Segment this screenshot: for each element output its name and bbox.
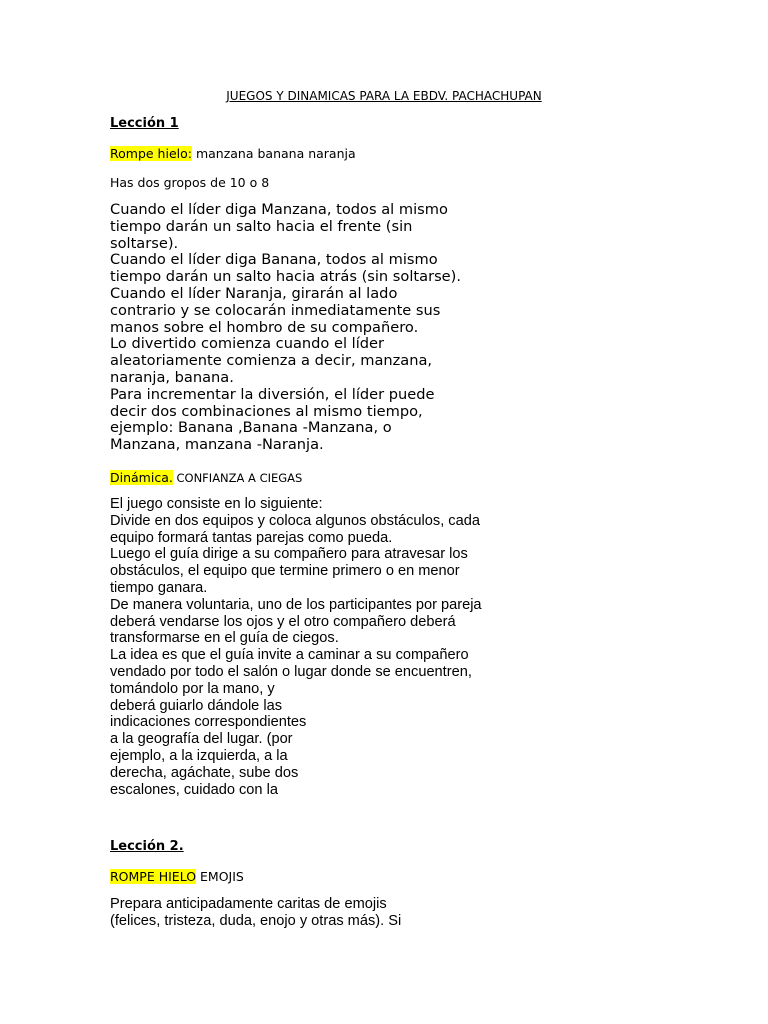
text-line: decir dos combinaciones al mismo tiempo, (110, 402, 423, 420)
dynamic-instructions (110, 496, 482, 798)
text-line: Prepara anticipadamente caritas de emojis (110, 896, 387, 912)
text-line: tiempo ganara. (110, 579, 208, 596)
lesson-2-icebreaker-heading (110, 868, 244, 886)
text-line: transformarse en el guía de ciegos. (110, 630, 339, 647)
lesson-1-heading: Lección 1 (110, 116, 179, 131)
text-line: La idea es que el guía invite a caminar a su compañero (110, 647, 469, 664)
text-line: deberá vendarse los ojos y el otro compañero deberá (110, 613, 456, 630)
text-line: Cuando el líder Naranja, girarán al lado (110, 284, 398, 302)
text-line: ejemplo, a la izquierda, a la (110, 747, 288, 764)
text-line: indicaciones correspondientes (110, 714, 307, 731)
dynamic-label: Dinámica. (110, 470, 173, 485)
icebreaker-name: manzana banana naranja (191, 146, 356, 161)
lesson-2-heading: Lección 2. (110, 839, 184, 854)
icebreaker-label: ROMPE HIELO (110, 869, 197, 884)
text-line: soltarse). (110, 234, 179, 252)
text-line: equipo formará tantas parejas como pueda. (110, 529, 393, 546)
text-line: vendado por todo el salón o lugar donde se encuentren, (110, 663, 472, 680)
text-line: escalones, cuidado con la (110, 781, 278, 798)
text-line: Cuando el líder diga Banana, todos al mismo (110, 251, 438, 269)
lesson-1-dynamic-heading (110, 469, 302, 487)
text-line: contrario y se colocarán inmediatamente sus (110, 301, 441, 319)
document-title: JUEGOS Y DINAMICAS PARA LA EBDV. PACHACHUPAN (226, 89, 542, 103)
text-line: a la geografía del lugar. (por (110, 731, 293, 748)
text-line: derecha, agáchate, sube dos (110, 764, 299, 781)
text-line: tiempo darán un salto hacia el frente (sin (110, 217, 413, 235)
icebreaker-instructions (110, 202, 461, 454)
text-line: Manzana, manzana -Naranja. (110, 436, 324, 454)
icebreaker-label: Rompe hielo: (110, 146, 192, 161)
icebreaker-name: EMOJIS (196, 869, 244, 884)
text-line: Cuando el líder diga Manzana, todos al mismo (110, 201, 448, 218)
text-line: tiempo darán un salto hacia atrás (sin soltarse). (110, 268, 461, 286)
text-line: manos sobre el hombro de su compañero. (110, 318, 419, 336)
text-line: El juego consiste en lo siguiente: (110, 496, 323, 512)
dynamic-name: CONFIANZA A CIEGAS (172, 471, 303, 485)
text-line: De manera voluntaria, uno de los participantes por pareja (110, 596, 482, 613)
text-line: obstáculos, el equipo que termine primero o en menor (110, 563, 460, 580)
text-line: tomándolo por la mano, y (110, 680, 275, 697)
text-line: aleatoriamente comienza a decir, manzana, (110, 352, 433, 370)
lesson-1-icebreaker-heading (110, 145, 356, 163)
text-line: Lo divertido comienza cuando el líder (110, 335, 384, 353)
text-line: naranja, banana. (110, 368, 234, 386)
text-line: Para incrementar la diversión, el líder puede (110, 385, 435, 403)
groups-note: Has dos gropos de 10 o 8 (110, 175, 270, 190)
text-line: deberá guiarlo dándole las (110, 697, 283, 714)
text-line: ejemplo: Banana ,Banana -Manzana, o (110, 419, 392, 437)
text-line: (felices, tristeza, duda, enojo y otras más). Si (110, 912, 402, 929)
emoji-instructions (110, 896, 401, 930)
text-line: Luego el guía dirige a su compañero para atravesar los (110, 546, 468, 563)
text-line: Divide en dos equipos y coloca algunos obstáculos, cada (110, 512, 480, 529)
